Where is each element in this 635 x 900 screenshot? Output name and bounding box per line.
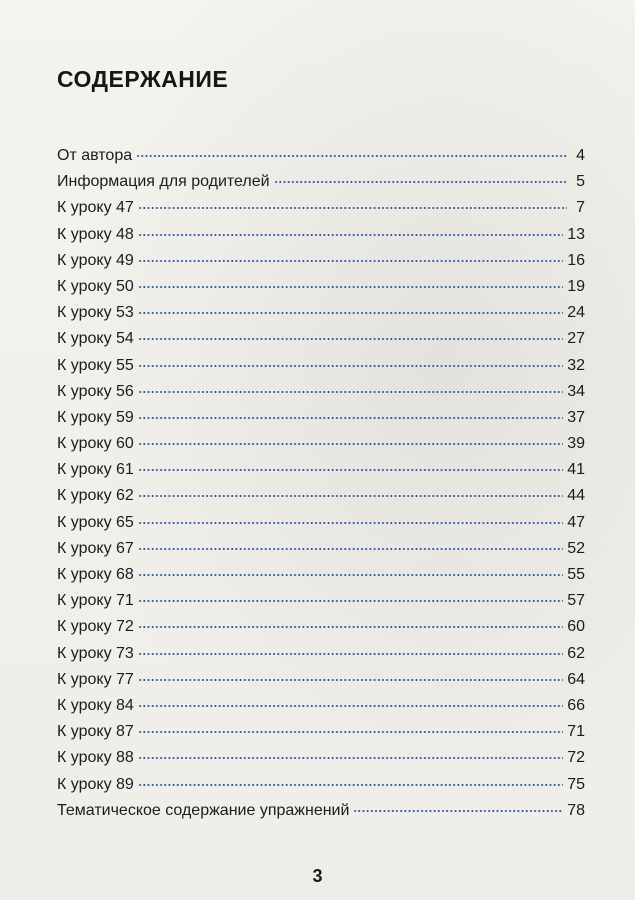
toc-entry-page-number: 47	[567, 513, 585, 531]
dot-leader	[138, 260, 563, 262]
dot-leader	[136, 155, 567, 157]
toc-entry-label: К уроку 50	[57, 277, 134, 295]
toc-entry-label: К уроку 73	[57, 644, 134, 662]
toc-entry	[57, 252, 585, 278]
toc-entry-label: К уроку 47	[57, 199, 134, 217]
toc-entry-label: К уроку 49	[57, 251, 134, 269]
toc-entry-label: К уроку 54	[57, 330, 134, 348]
toc-entry-page-number: 27	[567, 330, 585, 348]
toc-entry-label: К уроку 84	[57, 696, 134, 714]
dot-leader	[274, 181, 567, 183]
toc-entry-label: К уроку 56	[57, 382, 134, 400]
toc-entry	[57, 278, 585, 304]
toc-entry	[57, 566, 585, 592]
toc-entry	[57, 409, 585, 435]
toc-entry-page-number: 19	[567, 277, 585, 295]
dot-leader	[138, 522, 563, 524]
toc-entry	[57, 173, 585, 199]
dot-leader	[138, 731, 563, 733]
toc-entry-label: К уроку 87	[57, 723, 134, 741]
toc-entry-page-number: 71	[567, 723, 585, 741]
dot-leader	[138, 391, 563, 393]
dot-leader	[138, 286, 563, 288]
toc-entry-label: К уроку 77	[57, 670, 134, 688]
page-title: СОДЕРЖАНИЕ	[57, 66, 229, 92]
toc-entry	[57, 461, 585, 487]
toc-entry-page-number: 37	[567, 408, 585, 426]
toc-entry-label: К уроку 88	[57, 749, 134, 767]
toc-entry-page-number: 60	[567, 618, 585, 636]
toc-entry-page-number: 72	[567, 749, 585, 767]
toc-entry	[57, 514, 585, 540]
toc-entry	[57, 671, 585, 697]
toc-entry	[57, 645, 585, 671]
toc-entry	[57, 776, 585, 802]
dot-leader	[138, 312, 563, 314]
toc-entry	[57, 435, 585, 461]
toc-entry-page-number: 55	[567, 566, 585, 583]
toc-entry	[57, 304, 585, 330]
toc-entry-page-number: 4	[576, 147, 585, 164]
table-of-contents	[57, 147, 585, 828]
toc-entry-page-number: 39	[567, 435, 585, 453]
toc-entry	[57, 618, 585, 644]
toc-entry-label: Тематическое содержание упражнений	[57, 801, 350, 819]
toc-entry-label: К уроку 67	[57, 539, 134, 557]
toc-entry	[57, 199, 585, 225]
toc-entry-label: К уроку 48	[57, 225, 134, 243]
page-number: 3	[312, 866, 323, 886]
toc-entry-page-number: 32	[567, 356, 585, 374]
toc-entry	[57, 226, 585, 252]
dot-leader	[138, 653, 563, 655]
dot-leader	[138, 600, 563, 602]
toc-entry	[57, 540, 585, 566]
dot-leader	[138, 679, 563, 681]
toc-entry-label: К уроку 89	[57, 775, 134, 793]
dot-leader	[138, 338, 563, 340]
toc-entry-label: К уроку 72	[57, 618, 134, 636]
toc-entry-page-number: 13	[567, 225, 585, 243]
toc-entry-label: К уроку 62	[57, 487, 134, 505]
toc-entry-label: Информация для родителей	[57, 173, 270, 191]
toc-entry-page-number: 7	[576, 199, 585, 217]
toc-entry-page-number: 41	[567, 461, 585, 479]
dot-leader	[138, 207, 567, 209]
dot-leader	[138, 469, 563, 471]
toc-entry	[57, 487, 585, 513]
toc-entry-page-number: 64	[567, 670, 585, 688]
toc-entry-page-number: 57	[567, 592, 585, 610]
dot-leader	[138, 626, 563, 628]
dot-leader	[138, 574, 563, 576]
toc-entry-label: К уроку 60	[57, 435, 134, 453]
toc-entry-label: К уроку 55	[57, 356, 134, 374]
toc-entry-label: К уроку 59	[57, 408, 134, 426]
dot-leader	[138, 234, 563, 236]
toc-entry	[57, 357, 585, 383]
toc-entry-page-number: 44	[567, 487, 585, 505]
dot-leader	[138, 548, 563, 550]
toc-entry	[57, 147, 585, 173]
toc-entry-label: К уроку 68	[57, 566, 134, 583]
toc-entry	[57, 723, 585, 749]
dot-leader	[138, 705, 563, 707]
dot-leader	[138, 443, 563, 445]
toc-entry-label: К уроку 53	[57, 304, 134, 322]
toc-entry-label: К уроку 65	[57, 513, 134, 531]
dot-leader	[353, 810, 563, 812]
toc-entry	[57, 383, 585, 409]
toc-entry	[57, 697, 585, 723]
toc-entry-page-number: 24	[567, 304, 585, 322]
toc-entry-page-number: 66	[567, 696, 585, 714]
toc-entry-label: К уроку 71	[57, 592, 134, 610]
dot-leader	[138, 495, 563, 497]
toc-entry	[57, 749, 585, 775]
toc-entry-page-number: 34	[567, 382, 585, 400]
toc-entry-label: От автора	[57, 147, 133, 164]
dot-leader	[138, 757, 563, 759]
toc-entry	[57, 802, 585, 828]
toc-entry-page-number: 52	[567, 539, 585, 557]
toc-entry	[57, 330, 585, 356]
toc-entry-page-number: 5	[576, 173, 585, 191]
toc-entry-page-number: 78	[567, 801, 585, 819]
dot-leader	[138, 784, 563, 786]
toc-entry	[57, 592, 585, 618]
toc-entry-page-number: 62	[567, 644, 585, 662]
dot-leader	[138, 417, 563, 419]
toc-entry-label: К уроку 61	[57, 461, 134, 479]
toc-entry-page-number: 16	[567, 251, 585, 269]
toc-entry-page-number: 75	[567, 775, 585, 793]
dot-leader	[138, 365, 563, 367]
